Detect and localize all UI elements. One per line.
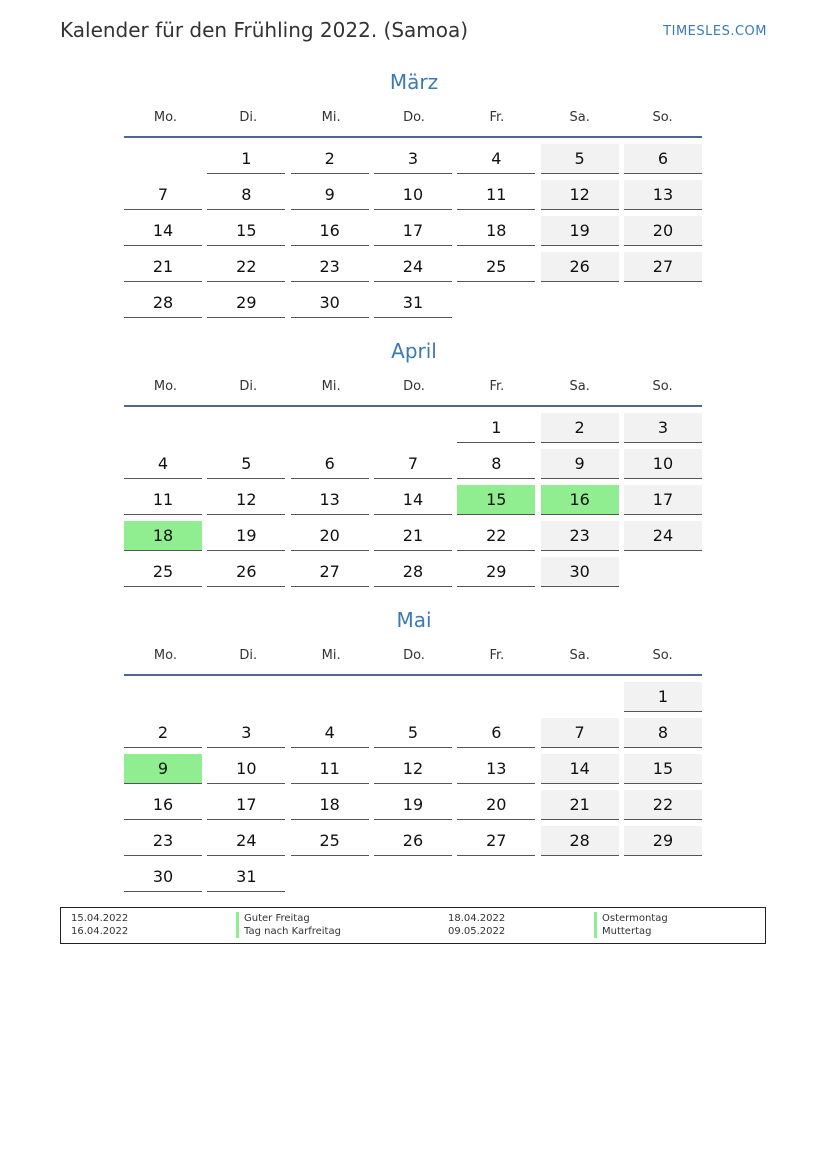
day-cell: 13 [457, 754, 535, 784]
day-cell: 28 [374, 557, 452, 587]
weekday-label: Mo. [153, 109, 177, 125]
day-cell: 12 [374, 754, 452, 784]
weekday-label: Sa. [569, 109, 590, 125]
day-cell: 4 [124, 449, 202, 479]
day-cell: 24 [374, 252, 452, 282]
day-cell: 18 [291, 790, 369, 820]
day-cell: 28 [124, 288, 202, 318]
legend-holiday-name: Ostermontag [594, 912, 668, 925]
empty-cell [291, 682, 369, 712]
day-cell: 27 [624, 252, 702, 282]
empty-cell [124, 413, 202, 443]
day-cell: 25 [291, 826, 369, 856]
weekday-label: Do. [403, 378, 425, 394]
day-cell: 10 [624, 449, 702, 479]
day-cell: 29 [624, 826, 702, 856]
day-cell: 21 [124, 252, 202, 282]
legend-date: 16.04.2022 [71, 926, 129, 937]
month-name: April [391, 339, 437, 363]
brand-link[interactable]: TIMESLES.COM [663, 24, 767, 39]
day-cell: 8 [624, 718, 702, 748]
day-cell: 19 [541, 216, 619, 246]
day-cell: 23 [541, 521, 619, 551]
month-name: März [389, 70, 439, 94]
weekday-label: Mi. [321, 109, 341, 125]
weekday-header [124, 636, 704, 674]
day-cell: 2 [541, 413, 619, 443]
day-cell: 4 [457, 144, 535, 174]
day-cell: 17 [207, 790, 285, 820]
day-grid [124, 413, 704, 587]
day-cell: 17 [374, 216, 452, 246]
legend-date: 18.04.2022 [448, 913, 506, 924]
empty-cell [207, 682, 285, 712]
day-cell: 11 [457, 180, 535, 210]
day-cell: 16 [124, 790, 202, 820]
day-cell: 26 [541, 252, 619, 282]
day-grid [124, 144, 704, 318]
day-cell: 5 [374, 718, 452, 748]
day-cell: 6 [624, 144, 702, 174]
day-cell: 25 [124, 557, 202, 587]
weekday-label: Mi. [321, 647, 341, 663]
day-cell: 8 [457, 449, 535, 479]
weekday-label: So. [652, 647, 673, 663]
day-cell: 10 [207, 754, 285, 784]
day-cell: 30 [124, 862, 202, 892]
day-cell: 22 [207, 252, 285, 282]
weekday-label: Di. [239, 647, 258, 663]
header-divider [124, 674, 702, 676]
day-cell: 14 [541, 754, 619, 784]
day-cell: 4 [291, 718, 369, 748]
day-grid [124, 682, 704, 892]
weekday-label: Do. [403, 109, 425, 125]
day-cell: 26 [374, 826, 452, 856]
day-cell: 17 [624, 485, 702, 515]
day-cell: 30 [291, 288, 369, 318]
day-cell: 3 [374, 144, 452, 174]
empty-cell [124, 682, 202, 712]
day-cell: 15 [624, 754, 702, 784]
empty-cell [374, 413, 452, 443]
day-cell: 9 [541, 449, 619, 479]
header-divider [124, 136, 702, 138]
day-cell: 20 [457, 790, 535, 820]
legend-holiday-name: Tag nach Karfreitag [236, 925, 341, 938]
day-cell: 14 [124, 216, 202, 246]
weekday-label: Do. [403, 647, 425, 663]
day-cell: 1 [207, 144, 285, 174]
holiday-day-cell: 9 [124, 754, 202, 784]
day-cell: 11 [124, 485, 202, 515]
day-cell: 7 [374, 449, 452, 479]
weekday-label: Di. [239, 378, 258, 394]
day-cell: 6 [291, 449, 369, 479]
day-cell: 19 [207, 521, 285, 551]
day-cell: 28 [541, 826, 619, 856]
month-name: Mai [396, 608, 432, 632]
day-cell: 27 [291, 557, 369, 587]
weekday-label: Mo. [153, 378, 177, 394]
month-calendar [124, 335, 704, 587]
legend-date: 09.05.2022 [448, 926, 506, 937]
day-cell: 2 [291, 144, 369, 174]
day-cell: 18 [457, 216, 535, 246]
day-cell: 3 [624, 413, 702, 443]
day-cell: 31 [374, 288, 452, 318]
day-cell: 23 [291, 252, 369, 282]
day-cell: 12 [207, 485, 285, 515]
day-cell: 15 [207, 216, 285, 246]
day-cell: 22 [624, 790, 702, 820]
weekday-label: Fr. [489, 647, 505, 663]
day-cell: 24 [624, 521, 702, 551]
day-cell: 9 [291, 180, 369, 210]
day-cell: 13 [624, 180, 702, 210]
holiday-day-cell: 15 [457, 485, 535, 515]
header-divider [124, 405, 702, 407]
day-cell: 3 [207, 718, 285, 748]
day-cell: 1 [624, 682, 702, 712]
day-cell: 21 [541, 790, 619, 820]
empty-cell [541, 682, 619, 712]
weekday-label: Mo. [153, 647, 177, 663]
weekday-header [124, 367, 704, 405]
weekday-label: Di. [239, 109, 258, 125]
day-cell: 5 [207, 449, 285, 479]
weekday-label: So. [652, 109, 673, 125]
legend-date: 15.04.2022 [71, 913, 129, 924]
day-cell: 21 [374, 521, 452, 551]
holiday-legend [60, 907, 766, 944]
empty-cell [291, 413, 369, 443]
day-cell: 24 [207, 826, 285, 856]
day-cell: 8 [207, 180, 285, 210]
weekday-label: Fr. [489, 109, 505, 125]
day-cell: 26 [207, 557, 285, 587]
day-cell: 20 [291, 521, 369, 551]
empty-cell [457, 682, 535, 712]
day-cell: 13 [291, 485, 369, 515]
day-cell: 7 [541, 718, 619, 748]
day-cell: 2 [124, 718, 202, 748]
weekday-label: Sa. [569, 378, 590, 394]
day-cell: 14 [374, 485, 452, 515]
month-calendar [124, 604, 704, 892]
page-title: Kalender für den Frühling 2022. (Samoa) [60, 18, 469, 42]
day-cell: 11 [291, 754, 369, 784]
day-cell: 25 [457, 252, 535, 282]
day-cell: 29 [207, 288, 285, 318]
day-cell: 19 [374, 790, 452, 820]
day-cell: 22 [457, 521, 535, 551]
weekday-label: So. [652, 378, 673, 394]
day-cell: 16 [291, 216, 369, 246]
day-cell: 12 [541, 180, 619, 210]
day-cell: 10 [374, 180, 452, 210]
day-cell: 7 [124, 180, 202, 210]
empty-cell [374, 682, 452, 712]
day-cell: 31 [207, 862, 285, 892]
weekday-header [124, 98, 704, 136]
weekday-label: Mi. [321, 378, 341, 394]
holiday-day-cell: 18 [124, 521, 202, 551]
day-cell: 23 [124, 826, 202, 856]
day-cell: 20 [624, 216, 702, 246]
day-cell: 30 [541, 557, 619, 587]
day-cell: 29 [457, 557, 535, 587]
weekday-label: Sa. [569, 647, 590, 663]
empty-cell [207, 413, 285, 443]
month-calendar [124, 66, 704, 318]
weekday-label: Fr. [489, 378, 505, 394]
day-cell: 6 [457, 718, 535, 748]
legend-holiday-name: Guter Freitag [236, 912, 341, 925]
empty-cell [124, 144, 202, 174]
legend-holiday-name: Muttertag [594, 925, 668, 938]
day-cell: 5 [541, 144, 619, 174]
holiday-day-cell: 16 [541, 485, 619, 515]
day-cell: 1 [457, 413, 535, 443]
day-cell: 27 [457, 826, 535, 856]
